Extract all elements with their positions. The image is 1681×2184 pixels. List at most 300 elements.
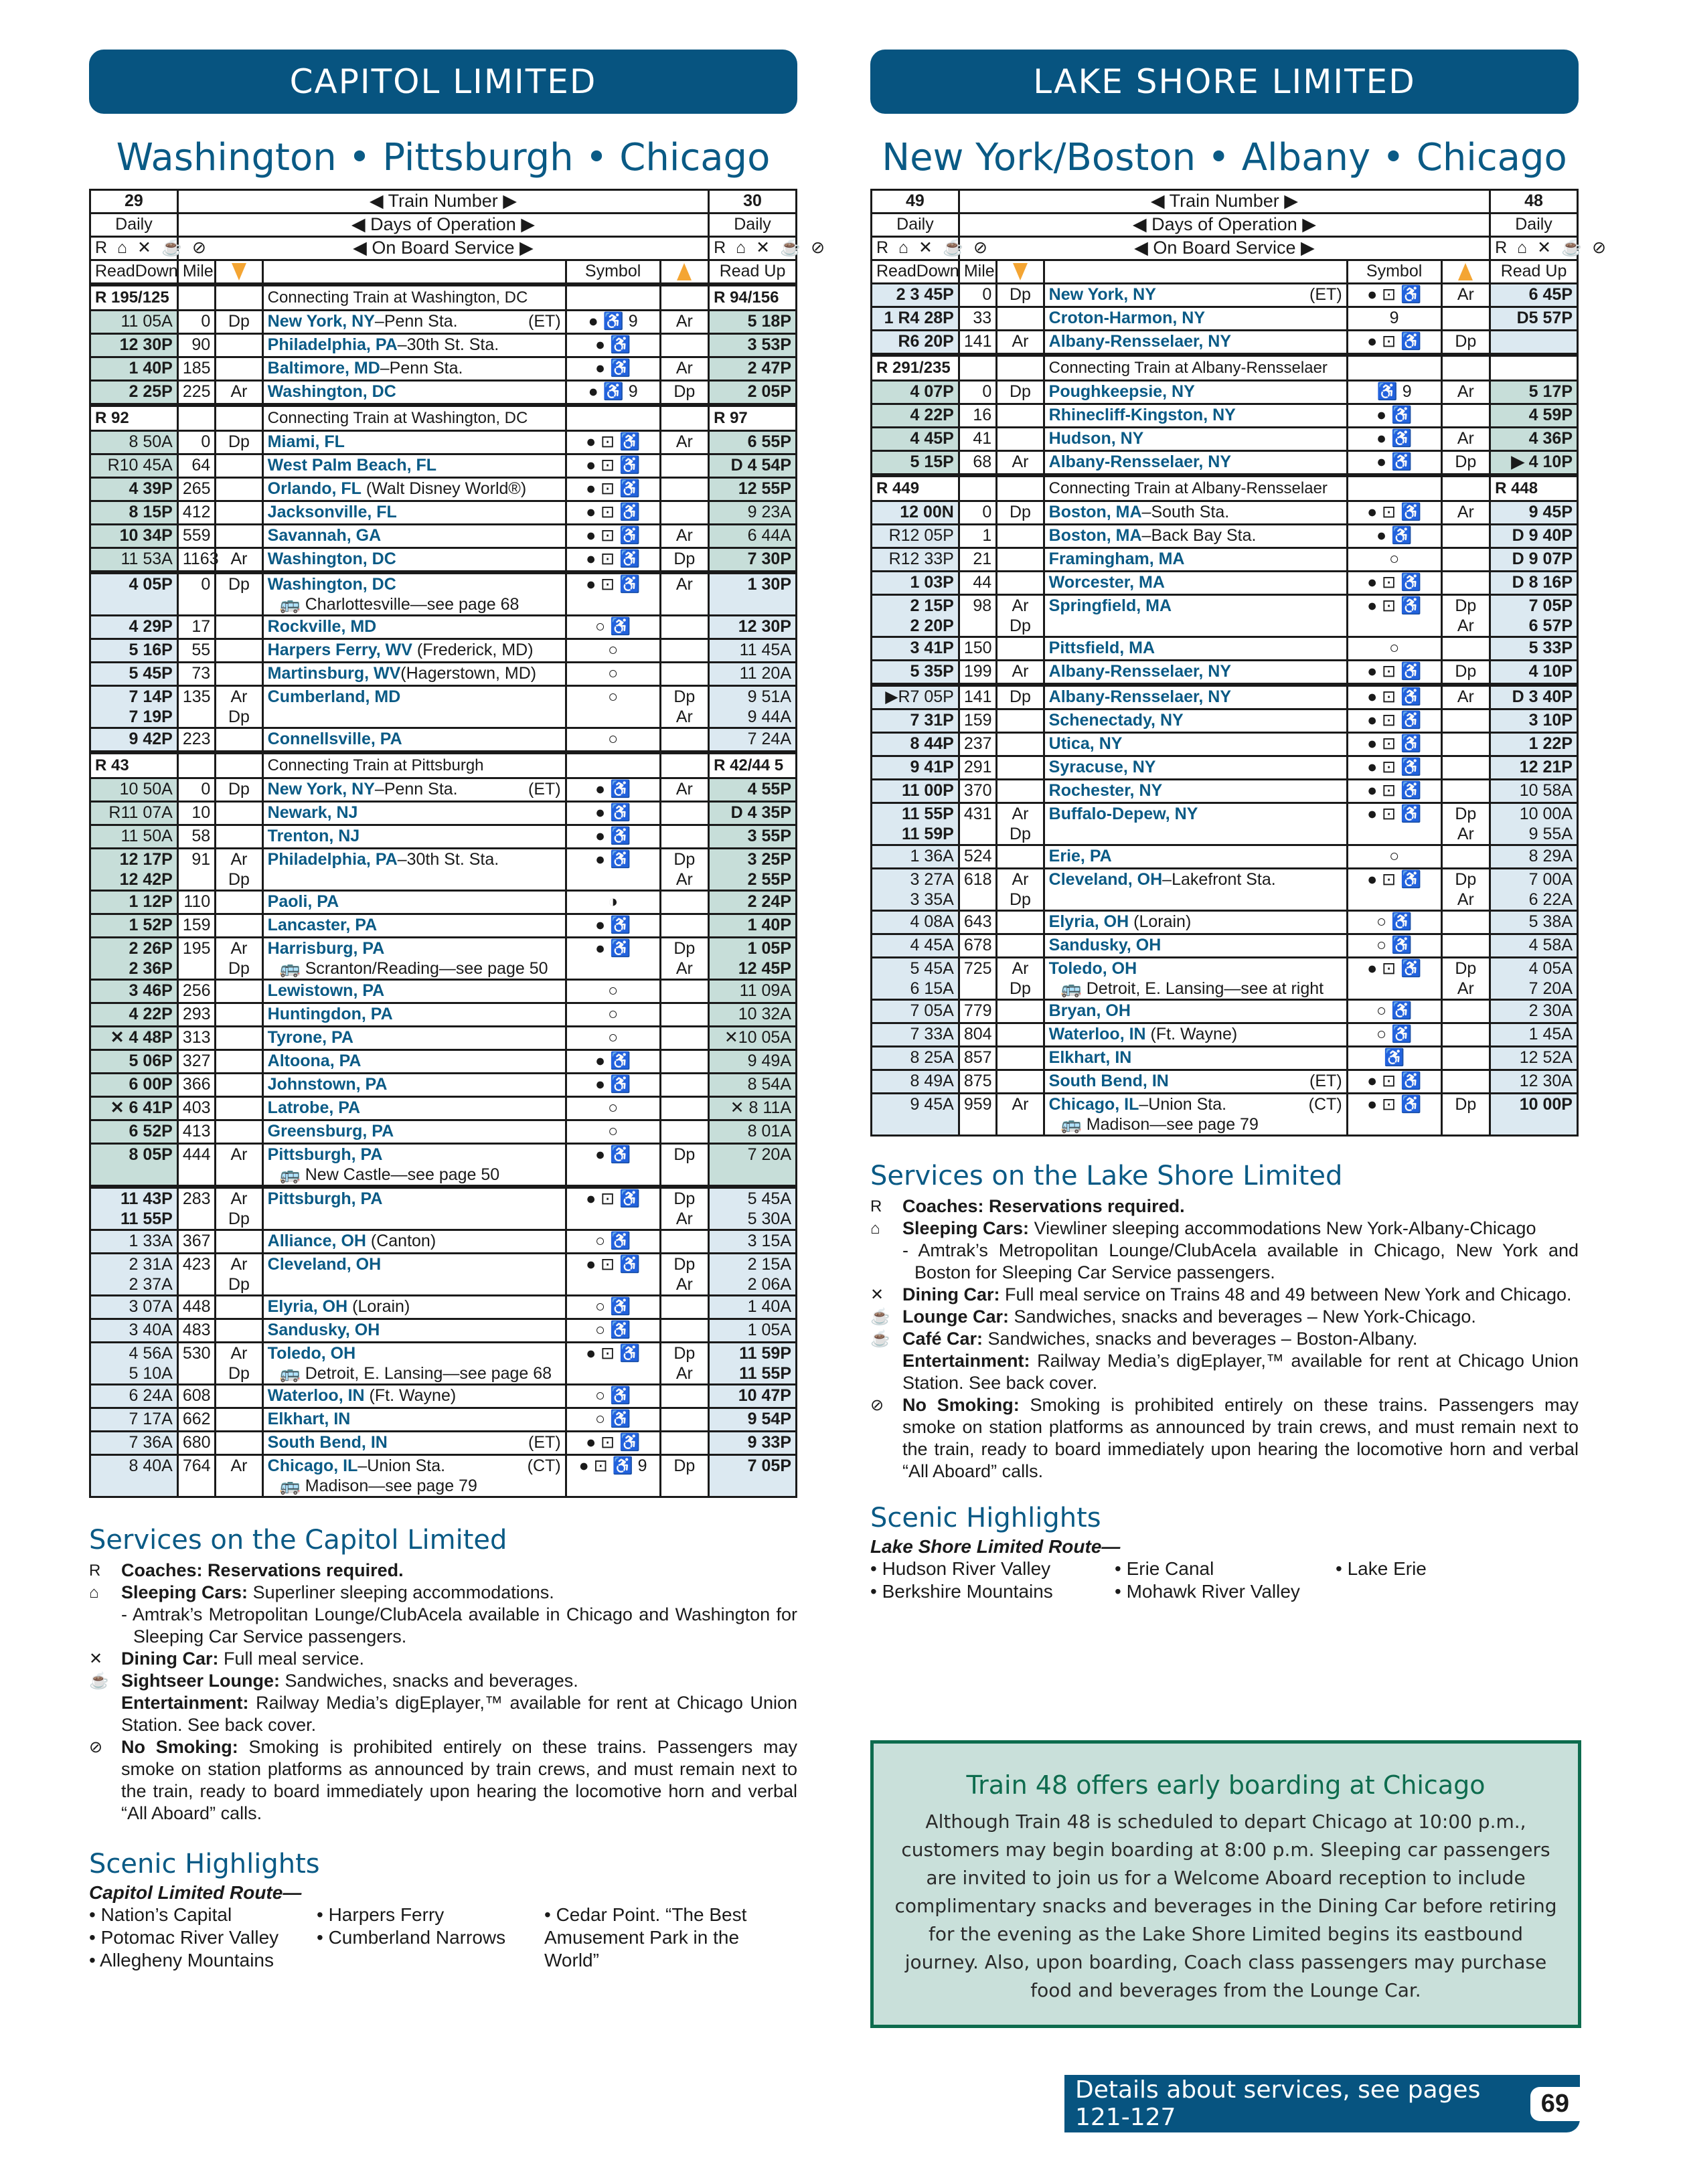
station[interactable]: [262, 548, 566, 573]
station[interactable]: [1044, 756, 1347, 780]
time-down: 4 56A 5 10A: [90, 1343, 178, 1385]
station[interactable]: [1044, 501, 1347, 525]
station-name[interactable]: Tyrone, PA: [267, 1028, 353, 1047]
station[interactable]: [1044, 525, 1347, 548]
service-label: Coaches:: [902, 1196, 984, 1216]
station[interactable]: [262, 1187, 566, 1230]
time-down: 8 25A: [872, 1047, 959, 1070]
time-down: 12 30P: [90, 334, 178, 357]
station-row: [90, 825, 797, 849]
arrive-depart-down: Ar Dp: [997, 958, 1044, 1000]
service-label: Coaches:: [121, 1560, 203, 1580]
station-name[interactable]: Waterloo, IN: [267, 1386, 365, 1405]
connecting-train-row: [90, 284, 797, 311]
arrive-depart-down: [216, 1003, 262, 1027]
arrive-depart-down: Dp: [997, 685, 1044, 709]
connecting-train-row: [872, 355, 1578, 381]
services-section: [89, 1525, 797, 1825]
time-up: 3 53P: [709, 334, 797, 357]
station-name[interactable]: Schenectady, NY: [1048, 711, 1184, 730]
scenic-item: • Allegheny Mountains: [89, 1950, 274, 1970]
service-label: Entertainment:: [121, 1693, 249, 1713]
station-name[interactable]: Harrisburg, PA: [267, 939, 385, 958]
station[interactable]: [262, 663, 566, 686]
station-name[interactable]: Chicago, IL: [1048, 1095, 1139, 1114]
station-name[interactable]: Jacksonville, FL: [267, 503, 397, 521]
time-down: 6 24A: [90, 1385, 178, 1408]
station-name[interactable]: Trenton, NJ: [267, 827, 360, 845]
station-row: [90, 1027, 797, 1050]
station-name[interactable]: New York, NY: [1048, 285, 1156, 304]
station-name[interactable]: Hudson, NY: [1048, 429, 1144, 448]
station-row: [872, 803, 1578, 845]
station-name[interactable]: South Bend, IN: [1048, 1072, 1169, 1090]
arrive-depart-up: [1441, 637, 1490, 661]
station[interactable]: [1044, 958, 1347, 1000]
service-text: [121, 1648, 797, 1670]
mile: 91: [177, 849, 215, 891]
station[interactable]: [262, 311, 566, 334]
station[interactable]: [262, 1050, 566, 1074]
station[interactable]: [262, 1003, 566, 1027]
time-down: 7 05A: [872, 1000, 959, 1023]
mile: 804: [959, 1023, 996, 1047]
station-name[interactable]: Rockville, MD: [267, 617, 377, 636]
station[interactable]: [1044, 709, 1347, 733]
station-name[interactable]: Lewistown, PA: [267, 981, 385, 1000]
station[interactable]: [1044, 331, 1347, 355]
station-symbols: ● ♿: [566, 1074, 660, 1097]
service-item: [89, 1560, 797, 1582]
station-name[interactable]: Elyria, OH: [1048, 912, 1129, 931]
station[interactable]: [262, 357, 566, 381]
station-name[interactable]: Connellsville, PA: [267, 730, 402, 748]
station[interactable]: [1044, 845, 1347, 869]
station-symbols: ● ♿: [1347, 428, 1441, 451]
station[interactable]: [262, 639, 566, 663]
service-description: Sandwiches, snacks and beverages – Boston-Albany.: [983, 1329, 1418, 1349]
station[interactable]: [1044, 404, 1347, 428]
time-down: 2 31A 2 37A: [90, 1254, 178, 1296]
col-readup: Read Up: [1490, 260, 1578, 284]
time-up: 2 15A 2 06A: [709, 1254, 797, 1296]
station[interactable]: [1044, 637, 1347, 661]
station[interactable]: [262, 980, 566, 1003]
station[interactable]: [262, 728, 566, 753]
station-name[interactable]: South Bend, IN: [267, 1433, 388, 1452]
station-row: [872, 1047, 1578, 1070]
mile: 313: [177, 1027, 215, 1050]
mile: 141: [959, 331, 996, 355]
header-days: [90, 214, 797, 237]
station[interactable]: [1044, 307, 1347, 331]
time-down: 5 15P: [872, 451, 959, 476]
station-row: [872, 381, 1578, 404]
station-name[interactable]: Pittsfield, MA: [1048, 639, 1155, 657]
time-down: 5 35P: [872, 661, 959, 685]
mile: 327: [177, 1050, 215, 1074]
thruway-connection-note[interactable]: 🚌 New Castle—see page 50: [279, 1165, 500, 1184]
time-up: 7 30P: [709, 548, 797, 573]
station[interactable]: [1044, 548, 1347, 572]
arrive-depart-down: [997, 525, 1044, 548]
route-title: New York/Boston • Albany • Chicago: [882, 136, 1567, 179]
station[interactable]: [262, 334, 566, 357]
station-symbols: ● ♿: [1347, 404, 1441, 428]
mile: 283: [177, 1187, 215, 1230]
mile: 159: [177, 914, 215, 938]
thruway-connection-note[interactable]: 🚌 Scranton/Reading—see page 50: [279, 959, 548, 978]
time-down: 3 07A: [90, 1296, 178, 1319]
station-name[interactable]: Washington, DC: [267, 575, 396, 594]
station-name[interactable]: Altoona, PA: [267, 1052, 362, 1070]
station-name[interactable]: Worcester, MA: [1048, 573, 1165, 592]
time-up: D 4 54P: [709, 454, 797, 478]
station[interactable]: [1044, 1094, 1347, 1136]
station[interactable]: [262, 1319, 566, 1343]
service-item: [89, 1736, 797, 1825]
station[interactable]: [1044, 869, 1347, 911]
station[interactable]: [262, 1432, 566, 1455]
station[interactable]: [262, 1455, 566, 1497]
thruway-connection-note[interactable]: 🚌 Detroit, E. Lansing—see page 68: [279, 1364, 552, 1383]
arrive-depart-down: [997, 1047, 1044, 1070]
ad-cell: [1441, 475, 1490, 501]
station-row: [872, 869, 1578, 911]
onboard-label: ◀ On Board Service ▶: [177, 237, 708, 260]
station[interactable]: [1044, 1047, 1347, 1070]
thruway-connection-note[interactable]: 🚌 Charlottesville—see page 68: [279, 595, 519, 614]
station[interactable]: [1044, 595, 1347, 637]
station-name[interactable]: Baltimore, MD: [267, 359, 380, 377]
station[interactable]: [262, 431, 566, 454]
station[interactable]: [1044, 1070, 1347, 1094]
station[interactable]: [1044, 685, 1347, 709]
station[interactable]: [262, 1144, 566, 1187]
station-name[interactable]: Albany-Rensselaer, NY: [1048, 687, 1232, 706]
station-name[interactable]: Washington, DC: [267, 550, 396, 568]
station-row: [90, 1003, 797, 1027]
station[interactable]: [262, 501, 566, 525]
station[interactable]: [262, 1120, 566, 1144]
mile: 21: [959, 548, 996, 572]
station[interactable]: [262, 849, 566, 891]
footer-link[interactable]: Details about services, see pages 121-127: [1075, 2076, 1481, 2131]
station-row: [90, 1120, 797, 1144]
station[interactable]: [262, 1343, 566, 1385]
station[interactable]: [262, 616, 566, 639]
train-number-up: 30: [709, 190, 797, 214]
station-name[interactable]: Waterloo, IN: [1048, 1025, 1146, 1043]
arrive-depart-down: [997, 709, 1044, 733]
station-name[interactable]: Cleveland, OH: [1048, 870, 1163, 889]
station-name[interactable]: Syracuse, NY: [1048, 758, 1156, 776]
station[interactable]: [1044, 428, 1347, 451]
station-name[interactable]: Sandusky, OH: [267, 1321, 380, 1339]
thruway-connection-note[interactable]: 🚌 Detroit, E. Lansing—see at right: [1060, 979, 1324, 998]
station-row: [90, 728, 797, 753]
station[interactable]: [262, 1296, 566, 1319]
station-name[interactable]: Washington, DC: [267, 382, 396, 401]
station-name[interactable]: Rochester, NY: [1048, 781, 1163, 800]
station-name[interactable]: Rhinecliff-Kingston, NY: [1048, 406, 1236, 424]
station[interactable]: [1044, 780, 1347, 803]
arrive-depart-down: [216, 1074, 262, 1097]
station[interactable]: [1044, 803, 1347, 845]
station-symbols: ♿ 9: [1347, 381, 1441, 404]
arrive-depart-down: [997, 911, 1044, 934]
train-number-down: 29: [90, 190, 178, 214]
station-name[interactable]: Chicago, IL: [267, 1456, 358, 1475]
station[interactable]: [262, 1230, 566, 1254]
station-name[interactable]: Philadelphia, PA: [267, 850, 398, 869]
time-down: R10 45A: [90, 454, 178, 478]
station-name[interactable]: Huntingdon, PA: [267, 1005, 393, 1023]
station-name[interactable]: Albany-Rensselaer, NY: [1048, 332, 1232, 351]
mile: 55: [177, 639, 215, 663]
arrive-depart-down: [216, 980, 262, 1003]
mile: 159: [959, 709, 996, 733]
station-name[interactable]: Latrobe, PA: [267, 1098, 361, 1117]
mile: 33: [959, 307, 996, 331]
station-name[interactable]: Pittsburgh, PA: [267, 1145, 383, 1164]
station[interactable]: [1044, 934, 1347, 958]
mile: 370: [959, 780, 996, 803]
station[interactable]: [262, 1027, 566, 1050]
station[interactable]: [262, 825, 566, 849]
station[interactable]: [262, 778, 566, 802]
station-name[interactable]: Erie, PA: [1048, 847, 1112, 865]
time-down: 11 05A: [90, 311, 178, 334]
service-text: [902, 1306, 1579, 1328]
station-name[interactable]: Pittsburgh, PA: [267, 1189, 383, 1208]
time-down: 8 49A: [872, 1070, 959, 1094]
station-symbols: ● ♿: [566, 1050, 660, 1074]
mile: 608: [177, 1385, 215, 1408]
mile: 662: [177, 1408, 215, 1432]
mile: 10: [177, 802, 215, 825]
arrive-depart-up: [660, 1319, 708, 1343]
station[interactable]: [262, 1408, 566, 1432]
mile: 618: [959, 869, 996, 911]
station[interactable]: [262, 454, 566, 478]
station[interactable]: [262, 1074, 566, 1097]
time-up: 4 55P: [709, 778, 797, 802]
station-row: [872, 331, 1578, 355]
station-name[interactable]: Sandusky, OH: [1048, 936, 1162, 954]
station-name[interactable]: Martinsburg, WV: [267, 664, 401, 683]
time-up: 1 40P: [709, 914, 797, 938]
station[interactable]: [262, 1254, 566, 1296]
station-name[interactable]: Albany-Rensselaer, NY: [1048, 452, 1232, 471]
arrive-depart-up: Ar: [660, 525, 708, 548]
arrive-depart-up: [660, 478, 708, 501]
station[interactable]: [262, 938, 566, 980]
station-name[interactable]: Toledo, OH: [1048, 959, 1137, 978]
ad-cell: [997, 355, 1044, 381]
arrive-depart-up: [660, 616, 708, 639]
arrive-depart-up: [660, 1027, 708, 1050]
mile: 0: [959, 284, 996, 307]
service-text: [121, 1560, 797, 1582]
station-symbols: ○: [566, 728, 660, 753]
mile: 431: [959, 803, 996, 845]
station-name[interactable]: Elkhart, IN: [1048, 1048, 1132, 1067]
station[interactable]: [1044, 381, 1347, 404]
station[interactable]: [1044, 1000, 1347, 1023]
station[interactable]: [262, 802, 566, 825]
station-name[interactable]: Poughkeepsie, NY: [1048, 382, 1195, 401]
station[interactable]: [1044, 661, 1347, 685]
station-name[interactable]: Boston, MA: [1048, 526, 1142, 545]
station[interactable]: [1044, 733, 1347, 756]
arrive-depart-down: Dp: [216, 431, 262, 454]
time-down: ✕ 6 41P: [90, 1097, 178, 1120]
station-name[interactable]: Albany-Rensselaer, NY: [1048, 662, 1232, 681]
station[interactable]: [262, 572, 566, 616]
header-onboard: [90, 237, 797, 260]
time-up: 11 45A: [709, 639, 797, 663]
time-down: 1 36A: [872, 845, 959, 869]
arrive-depart-up: [660, 1408, 708, 1432]
service-label: Dining Car:: [902, 1284, 1000, 1305]
station-name[interactable]: West Palm Beach, FL: [267, 456, 437, 475]
scenic-item: • Potomac River Valley: [89, 1927, 279, 1948]
station-name[interactable]: Springfield, MA: [1048, 596, 1172, 615]
arrive-depart-down: [216, 825, 262, 849]
station-row: [90, 1343, 797, 1385]
station-name[interactable]: Elkhart, IN: [267, 1410, 351, 1428]
time-down: 5 45A 6 15A: [872, 958, 959, 1000]
station-name[interactable]: Boston, MA: [1048, 503, 1142, 521]
station-name[interactable]: Lancaster, PA: [267, 916, 378, 934]
station-name[interactable]: Bryan, OH: [1048, 1001, 1131, 1020]
services-list: [870, 1195, 1579, 1483]
station-symbols: ● ⊡ ♿: [1347, 1094, 1441, 1136]
arrive-depart-down: [216, 1319, 262, 1343]
time-down: 1 12P: [90, 891, 178, 914]
service-item: [870, 1284, 1579, 1306]
time-up: 2 30A: [1490, 1000, 1578, 1023]
mile: 256: [177, 980, 215, 1003]
arrive-depart-down: [216, 639, 262, 663]
station-name[interactable]: Cumberland, MD: [267, 687, 401, 706]
station-row: [872, 685, 1578, 709]
thruway-connection-note[interactable]: 🚌 Madison—see page 79: [1060, 1115, 1259, 1134]
station-row: [90, 639, 797, 663]
mile: 195: [177, 938, 215, 980]
service-subnote: - Amtrak’s Metropolitan Lounge/ClubAcela available in Chicago and Washington for Sleeping Car Service passengers.: [121, 1604, 797, 1647]
station[interactable]: [262, 1097, 566, 1120]
scenic-item: • Harpers Ferry: [317, 1904, 445, 1925]
station[interactable]: [262, 478, 566, 501]
arrive-depart-down: [216, 525, 262, 548]
time-down: 3 46P: [90, 980, 178, 1003]
arrive-depart-up: Dp Ar: [660, 686, 708, 728]
station-symbols: ● ⊡ ♿: [566, 431, 660, 454]
service-text: [121, 1692, 797, 1736]
connecting-train-down: R 43: [90, 752, 178, 778]
station-name[interactable]: Newark, NJ: [267, 803, 358, 822]
station-name[interactable]: Harpers Ferry, WV: [267, 641, 412, 659]
station-symbols: ○ ♿: [566, 1319, 660, 1343]
time-down: 9 42P: [90, 728, 178, 753]
station-row: [90, 1455, 797, 1497]
station-name[interactable]: Utica, NY: [1048, 734, 1123, 753]
station-symbols: ● ⊡ ♿: [1347, 958, 1441, 1000]
station[interactable]: [1044, 451, 1347, 476]
timetable: [89, 189, 828, 1498]
arrive-depart-up: Dp Ar: [1441, 869, 1490, 911]
station-name[interactable]: Savannah, GA: [267, 526, 382, 545]
thruway-connection-note[interactable]: 🚌 Madison—see page 79: [279, 1477, 477, 1495]
station-symbols: ● ⊡ ♿: [1347, 756, 1441, 780]
station-name[interactable]: Croton-Harmon, NY: [1048, 309, 1205, 327]
station-name[interactable]: Greensburg, PA: [267, 1122, 394, 1141]
ad-cell: [1441, 355, 1490, 381]
ad-cell: [216, 752, 262, 778]
station-name[interactable]: Orlando, FL: [267, 479, 362, 498]
station-name[interactable]: Miami, FL: [267, 432, 345, 451]
time-up: ✕10 05A: [709, 1027, 797, 1050]
time-up: 6 45P: [1490, 284, 1578, 307]
station[interactable]: [262, 525, 566, 548]
station-name[interactable]: Framingham, MA: [1048, 550, 1185, 568]
arrive-depart-down: [216, 802, 262, 825]
station-name[interactable]: New York, NY: [267, 312, 375, 331]
days-down: Daily: [872, 214, 959, 237]
station-row: [872, 1000, 1578, 1023]
scenic-item: • Berkshire Mountains: [870, 1581, 1053, 1602]
connecting-train-label: Connecting Train at Albany-Rensselaer: [1044, 475, 1347, 501]
station[interactable]: [262, 891, 566, 914]
time-zone: (ET): [1309, 285, 1342, 304]
station-symbols: ○: [566, 639, 660, 663]
station-name[interactable]: Elyria, OH: [267, 1297, 348, 1316]
station-name[interactable]: Johnstown, PA: [267, 1075, 388, 1094]
mile-cell: [177, 405, 215, 431]
station-name[interactable]: New York, NY: [267, 780, 375, 799]
station[interactable]: [1044, 572, 1347, 595]
station[interactable]: [262, 686, 566, 728]
mile-cell: [177, 752, 215, 778]
station[interactable]: [262, 381, 566, 406]
station[interactable]: [262, 1385, 566, 1408]
time-zone: (ET): [1309, 1072, 1342, 1090]
station-name[interactable]: Toledo, OH: [267, 1344, 356, 1363]
station-symbols: ● ⊡ ♿: [1347, 572, 1441, 595]
time-down: 4 05P: [90, 572, 178, 616]
service-description: Railway Media’s digEplayer,™ available for rent at Chicago Union Station. See back cover.: [121, 1693, 797, 1735]
station-symbols: ● ⊡ ♿: [1347, 803, 1441, 845]
station-name[interactable]: Buffalo-Depew, NY: [1048, 805, 1198, 823]
station[interactable]: [262, 914, 566, 938]
station-symbols: ○ ♿: [1347, 934, 1441, 958]
station-name[interactable]: Alliance, OH: [267, 1232, 366, 1250]
station[interactable]: [1044, 911, 1347, 934]
station[interactable]: [1044, 284, 1347, 307]
arrive-depart-up: Dp: [1441, 331, 1490, 355]
arrive-depart-down: Ar: [216, 381, 262, 406]
scenic-subtitle: Capitol Limited Route—: [89, 1882, 302, 1903]
station-name[interactable]: Paoli, PA: [267, 892, 339, 911]
station[interactable]: [1044, 1023, 1347, 1047]
mile: 16: [959, 404, 996, 428]
station-name[interactable]: Cleveland, OH: [267, 1255, 382, 1274]
station-symbols: ○ ♿: [1347, 1000, 1441, 1023]
service-text: [902, 1284, 1579, 1306]
station-name[interactable]: Philadelphia, PA: [267, 335, 398, 354]
